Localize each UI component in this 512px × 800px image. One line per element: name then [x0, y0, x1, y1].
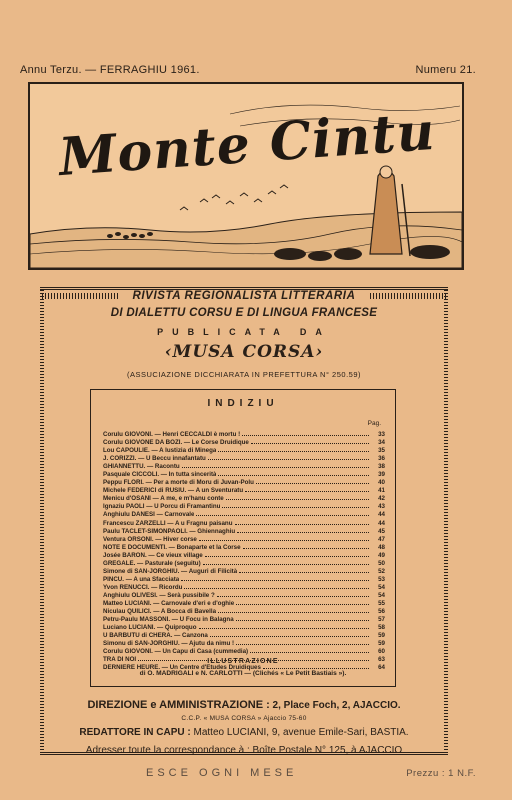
table-of-contents	[90, 389, 396, 687]
toc-entry-title: Menicu d'OSANI — A me, e m'hanu conte	[103, 495, 224, 503]
toc-dot-leader	[199, 623, 370, 629]
toc-entry-title: Yvon RENUCCI. — Ricordu	[103, 583, 183, 591]
toc-entry	[103, 519, 385, 527]
toc-dot-leader	[251, 438, 369, 444]
published-by-label: PUBLICATA DA	[157, 327, 331, 337]
toc-entry	[103, 575, 385, 583]
frequency-label: ESCE OGNI MESE	[146, 767, 298, 779]
illustrations-title: ILLUSTRAZIONE	[207, 658, 279, 665]
ccp-line: C.C.P. « MUSA CORSA » Ajaccio 75-60	[181, 715, 307, 722]
toc-entry	[103, 454, 385, 462]
toc-entry	[103, 486, 385, 494]
toc-entry	[103, 535, 385, 543]
subtitle-line-2: DI DIALETTU CORSU E DI LINGUA FRANCESE	[110, 307, 378, 319]
toc-entry	[103, 430, 385, 438]
toc-dot-leader	[235, 519, 370, 525]
toc-entry-page: 39	[378, 471, 385, 479]
toc-dot-leader	[217, 591, 369, 597]
toc-dot-leader	[182, 462, 369, 468]
toc-entry-page: 33	[378, 431, 385, 438]
toc-entry	[103, 502, 385, 510]
toc-entry-page: 44	[378, 519, 385, 527]
editor-value: Matteo LUCIANI, 9, avenue Emile-Sari, BASTIA.	[193, 727, 409, 738]
toc-dot-leader	[208, 454, 369, 460]
toc-entry-title: Corulu GIOVONE DA BOZI. — Le Corse Druidique	[103, 439, 249, 447]
toc-entry-title: Anghiulu DANESI — Carnovale	[103, 511, 195, 519]
toc-entry-title: NOTE E DOCUMENTI. — Bonaparte et la Corse	[103, 543, 241, 551]
toc-dot-leader	[218, 607, 369, 613]
toc-entry-page: 48	[378, 543, 385, 551]
toc-entry	[103, 438, 385, 446]
toc-entry	[103, 567, 385, 575]
toc-entry-page: 34	[378, 439, 385, 447]
toc-entry-title: Petru-Paulu MASSONI. — U Focu in Balagna	[103, 616, 234, 624]
toc-entry-page: 64	[378, 664, 385, 672]
toc-title: INDIZIU	[207, 398, 279, 409]
toc-entry-title: Ventura ORSONI. — Hiver corse	[103, 535, 197, 543]
toc-dot-leader	[239, 567, 369, 573]
toc-entry-page: 53	[378, 575, 385, 583]
toc-entry-title: Paulu TACLET-SIMONPAOLI. — Ghiennaghiu	[103, 527, 236, 535]
toc-entry-page: 59	[378, 632, 385, 640]
price-label: Prezzu : 1 N.F.	[406, 767, 476, 779]
toc-dot-leader	[222, 502, 369, 508]
toc-entry-page: 57	[378, 616, 385, 624]
toc-entry	[103, 623, 385, 631]
toc-entry-page: 40	[378, 479, 385, 487]
toc-entry-page: 56	[378, 608, 385, 616]
subtitle-line-1: RIVISTA REGIONALISTA LITTERARIA	[132, 290, 356, 302]
toc-entry-page: 41	[378, 487, 385, 495]
footer	[44, 767, 476, 779]
illustrations-credit: di O. MADRIGALI e N. CARLOTTI — (Clichés « Le Petit Bastiais »).	[139, 670, 347, 677]
toc-entry-title: Josée BARON. — Ce vieux village	[103, 551, 203, 559]
toc-entry-title: U BARBUTU di CHERA. — Canzona	[103, 632, 208, 640]
toc-entry-page: 50	[378, 559, 385, 567]
toc-dot-leader	[218, 446, 369, 452]
toc-entry-title: Pasquale CICCOLI. — In tutta sincerità	[103, 471, 217, 479]
publisher-name: ‹MUSA CORSA›	[164, 342, 324, 362]
toc-dot-leader	[226, 494, 369, 500]
toc-dot-leader	[184, 583, 369, 589]
toc-entry-page: 42	[378, 495, 385, 503]
masthead	[28, 82, 464, 270]
toc-entry-page: 45	[378, 527, 385, 535]
direction-line	[40, 699, 448, 711]
toc-entry	[103, 510, 385, 518]
toc-entry-page: 35	[378, 447, 385, 455]
toc-entry	[103, 631, 385, 639]
toc-entry-page: 54	[378, 591, 385, 599]
direction-label: DIREZIONE e AMMINISTRAZIONE :	[87, 699, 270, 711]
toc-dot-leader	[196, 510, 369, 516]
toc-entry-title: Luciano LUCIANI. — Quiproquo	[103, 624, 197, 632]
toc-entry	[103, 494, 385, 502]
toc-entry	[103, 551, 385, 559]
toc-entry-page: 55	[378, 599, 385, 607]
info-box	[40, 287, 448, 755]
toc-entry	[103, 462, 385, 470]
toc-entry-title: Peppu FLORI. — Per a morte di Moru di Juvan-Polu	[103, 479, 254, 487]
toc-entry-title: Francescu ZARZELLI — A u Fragnu paisanu	[103, 519, 233, 527]
toc-entry	[103, 647, 385, 655]
toc-entry-title: PINCU. — A una Sfacciata	[103, 575, 180, 583]
correspondence-line: Adresser toute la correspondance à : Boîte Postale N° 125, à AJACCIO	[85, 745, 403, 756]
toc-entry-page: 43	[378, 503, 385, 511]
editor-label: REDATTORE IN CAPU :	[79, 727, 191, 738]
toc-entry-title: Corulu GIOVONI. — Un Capu di Casa (cummedia)	[103, 648, 249, 656]
toc-entry-title: Michele FEDERICI di RUSIU. — A un Sventuratu	[103, 487, 244, 495]
toc-entry-title: DERNIERE HEURE. — Un Centre d'Etudes Druidiques	[103, 664, 261, 672]
toc-dot-leader	[210, 631, 369, 637]
toc-dot-leader	[237, 527, 369, 533]
toc-dot-leader	[242, 430, 369, 436]
toc-entry	[103, 607, 385, 615]
toc-dot-leader	[243, 543, 369, 549]
toc-dot-leader	[199, 535, 369, 541]
toc-entry	[103, 470, 385, 478]
toc-dot-leader	[205, 551, 369, 557]
toc-list	[103, 430, 385, 671]
toc-entry	[103, 615, 385, 623]
toc-entry	[103, 599, 385, 607]
toc-entry-page: 54	[378, 583, 385, 591]
toc-entry	[103, 527, 385, 535]
toc-entry-title: Simonu di SAN-JORGHIU. — Ajutu da nimu !	[103, 640, 235, 648]
toc-dot-leader	[218, 470, 369, 476]
toc-entry-title: GHIANNETTU. — Racontu	[103, 463, 180, 471]
magazine-title: Monte Cintu	[56, 100, 438, 188]
toc-entry-page: 52	[378, 567, 385, 575]
toc-entry-page: 47	[378, 535, 385, 543]
toc-dot-leader	[236, 639, 369, 645]
toc-entry	[103, 639, 385, 647]
toc-page-label: Pag.	[367, 420, 381, 427]
toc-dot-leader	[256, 478, 369, 484]
editor-line	[40, 727, 448, 738]
toc-entry-page: 44	[378, 511, 385, 519]
toc-entry-title: J. CORIZZI. — U Beccu innafantatu	[103, 455, 206, 463]
toc-dot-leader	[245, 486, 369, 492]
toc-dot-leader	[181, 575, 369, 581]
toc-entry-page: 60	[378, 648, 385, 656]
toc-dot-leader	[236, 599, 369, 605]
toc-entry-page: 63	[378, 656, 385, 664]
toc-entry	[103, 478, 385, 486]
toc-entry-title: Simone di SAN-JORGHIU. — Auguri di Filicità	[103, 567, 238, 575]
year-date-label: Annu Terzu. — FERRAGHIU 1961.	[20, 64, 200, 76]
association-note: (ASSUCIAZIONE DICCHIARATA IN PREFETTURA N° 250.59)	[126, 370, 361, 379]
toc-entry-title: Niculau QUILICI. — A Bocca di Bavella	[103, 608, 217, 616]
toc-entry	[103, 543, 385, 551]
toc-dot-leader	[250, 647, 369, 653]
toc-entry	[103, 591, 385, 599]
toc-entry-page: 38	[378, 463, 385, 471]
toc-entry-title: GREGALE. — Pasturale (seguitu)	[103, 559, 201, 567]
toc-entry-title: Corulu GIOVONI. — Henri CECCALDI è mortu !	[103, 431, 241, 438]
toc-entry-title: Matteo LUCIANI. — Carnovale d'eri e d'oghie	[103, 599, 235, 607]
toc-entry-title: Anghiulu OLIVESI. — Serà pussibile ?	[103, 591, 215, 599]
issue-header	[20, 64, 476, 76]
toc-entry	[103, 559, 385, 567]
toc-entry-page: 49	[378, 551, 385, 559]
direction-address: 2, Place Foch, 2, AJACCIO.	[272, 700, 401, 711]
toc-dot-leader	[236, 615, 369, 621]
toc-dot-leader	[203, 559, 369, 565]
issue-number-label: Numeru 21.	[415, 64, 476, 76]
toc-entry-page: 59	[378, 640, 385, 648]
toc-entry-title: TRA DI NOI	[103, 656, 137, 664]
toc-entry-title: Ignaziu PAOLI — U Porcu di Framantinu	[103, 503, 221, 511]
toc-entry-page: 36	[378, 455, 385, 463]
toc-entry-title: Lou CAPOULIE. — A Iustizia di Minega	[103, 447, 217, 455]
toc-entry	[103, 446, 385, 454]
toc-entry-page: 58	[378, 624, 385, 632]
toc-entry	[103, 583, 385, 591]
